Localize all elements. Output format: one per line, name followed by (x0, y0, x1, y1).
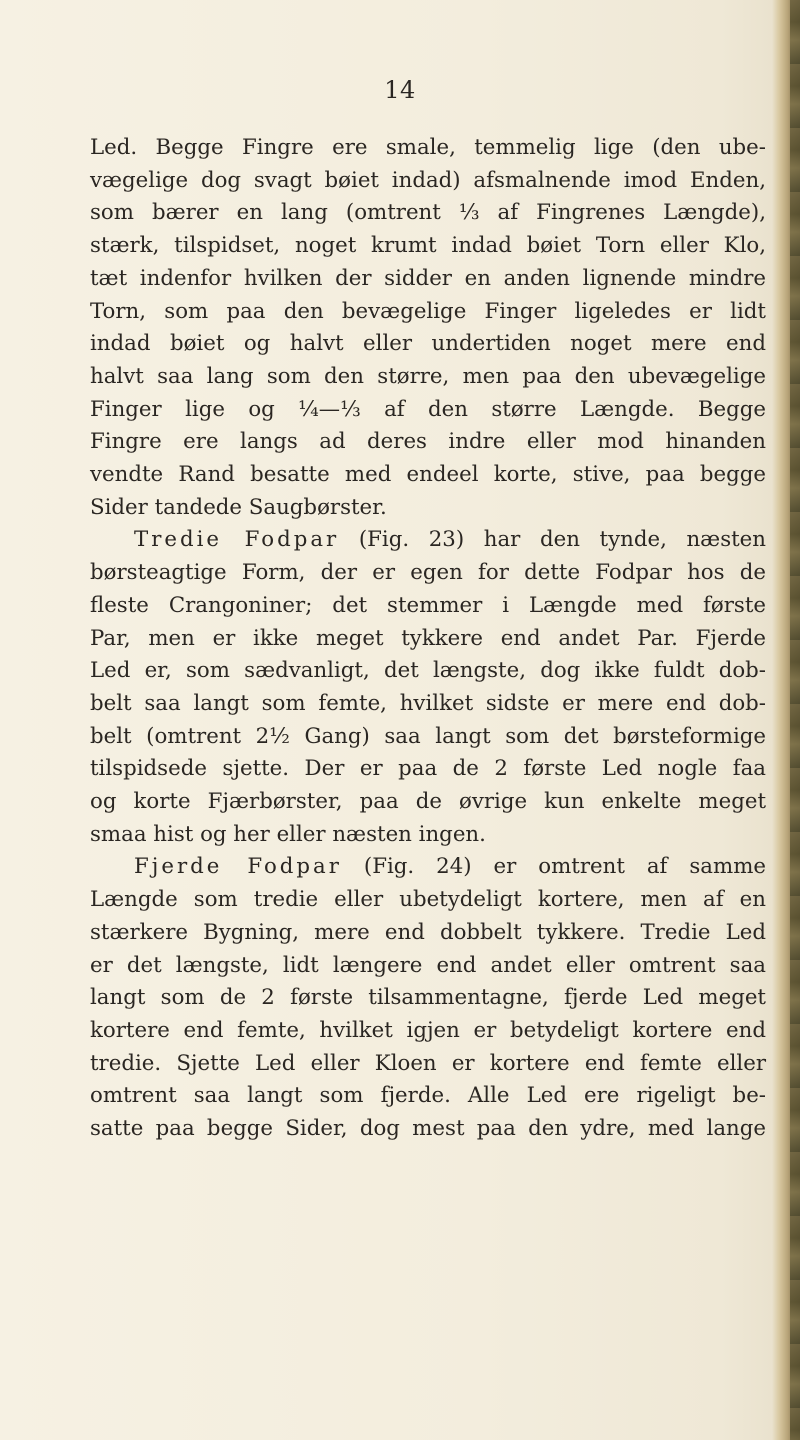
text-line: børsteagtige Form, der er egen for dette Fodpar hos de (90, 560, 766, 586)
text-line: tredie. Sjette Led eller Kloen er kortere end femte eller (90, 1050, 766, 1076)
text-line: kortere end femte, hvilket igjen er betydeligt kortere end (90, 1017, 766, 1043)
paragraph-first-line (90, 524, 766, 557)
text-line: Fingre ere langs ad deres indre eller mod hinanden (90, 429, 766, 455)
text-line: Led er, som sædvanligt, det længste, dog ikke fuldt dob- (90, 658, 766, 684)
text-line: er det længste, lidt længere end andet eller omtrent saa (90, 952, 766, 978)
text-line: Led. Begge Fingre ere smale, temmelig lige (den ube- (90, 135, 766, 160)
text-line: smaa hist og her eller næsten ingen. (90, 821, 486, 847)
text-line: som bærer en lang (omtrent ⅓ af Fingrenes Længde), (90, 200, 766, 226)
text-line: belt (omtrent 2½ Gang) saa langt som det børsteformige (90, 723, 766, 749)
text-line: indad bøiet og halvt eller undertiden noget mere end (90, 331, 766, 357)
text-line: vendte Rand besatte med endeel korte, stive, paa begge (90, 462, 766, 488)
text-line: Længde som tredie eller ubetydeligt kortere, men af en (90, 887, 766, 913)
text-line: stærk, tilspidset, noget krumt indad bøiet Torn eller Klo, (90, 233, 766, 259)
text-line: belt saa langt som femte, hvilket sidste er mere end dob- (90, 690, 766, 716)
text-line: satte paa begge Sider, dog mest paa den ydre, med lange (90, 1116, 766, 1142)
paragraph-first-line (90, 851, 766, 884)
text-line: tilspidsede sjette. Der er paa de 2 første Led nogle faa (90, 756, 766, 782)
page-edge-shadow (772, 0, 800, 1440)
text-fragment: (Fig. 23) har den tynde, næsten (339, 527, 766, 553)
text-line: tæt indenfor hvilken der sidder en anden lignende mindre (90, 265, 766, 291)
text-line: Finger lige og ¼—⅓ af den større Længde. Begge (90, 396, 766, 422)
text-fragment: (Fig. 24) er omtrent af samme (341, 854, 766, 880)
paragraph-lead: Fjerde Fodpar (134, 854, 342, 880)
text-line: halvt saa lang som den større, men paa den ubevægelige (90, 363, 766, 389)
text-line: stærkere Bygning, mere end dobbelt tykkere. Tredie Led (90, 919, 766, 945)
page-number: 14 (384, 76, 416, 104)
text-line: Sider tandede Saugbørster. (90, 494, 387, 520)
text-line: langt som de 2 første tilsammentagne, fjerde Led meget (90, 985, 766, 1011)
body-text (90, 132, 766, 1146)
text-line: fleste Crangoniner; det stemmer i Længde med første (90, 592, 766, 618)
text-line: Torn, som paa den bevægelige Finger ligeledes er lidt (90, 298, 766, 324)
paragraph-lead: Tredie Fodpar (134, 527, 340, 553)
text-line: omtrent saa langt som fjerde. Alle Led ere rigeligt be- (90, 1083, 766, 1109)
text-line: Par, men er ikke meget tykkere end andet Par. Fjerde (90, 625, 766, 651)
text-line: vægelige dog svagt bøiet indad) afsmalnende imod Enden, (90, 167, 766, 193)
text-line: og korte Fjærbørster, paa de øvrige kun enkelte meget (90, 789, 766, 815)
